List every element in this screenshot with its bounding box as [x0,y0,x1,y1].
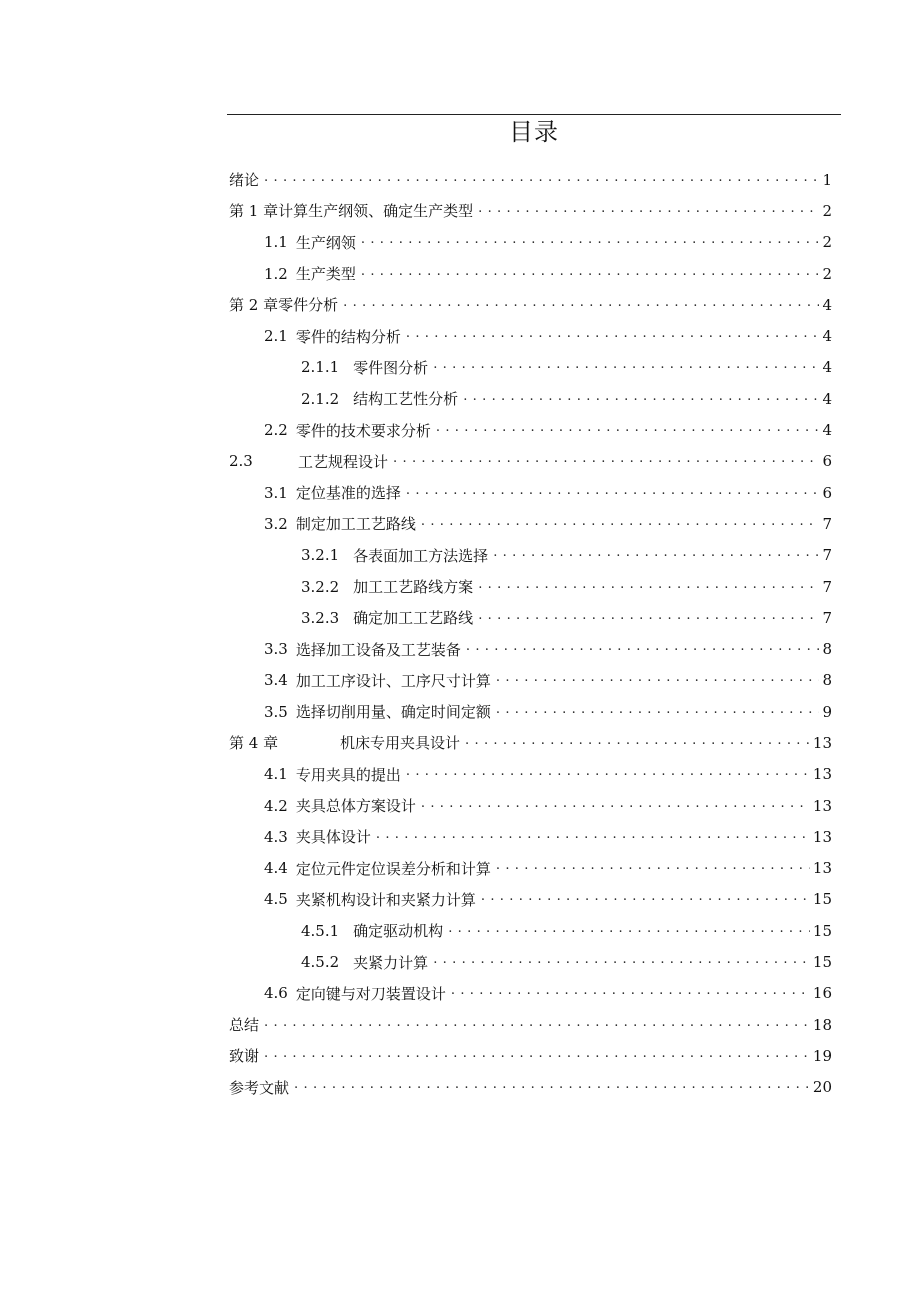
dot-leader [406,765,810,783]
toc-entry[interactable] [229,571,832,602]
toc-page-number: 8 [822,671,832,690]
dot-leader [361,233,820,251]
toc-page-number: 9 [822,702,832,721]
dot-leader [264,1016,810,1034]
toc-entry[interactable] [229,352,832,383]
toc-entry[interactable] [229,289,832,320]
toc-entry[interactable] [229,727,832,758]
toc-entry[interactable] [229,633,832,664]
toc-entry-text: 零件的结构分析 [295,327,401,346]
dot-leader [421,797,810,815]
toc-page-number: 2 [822,264,832,283]
toc-entry-number: 4.4 [264,859,288,878]
dot-leader [496,703,820,721]
toc-entry[interactable] [229,320,832,351]
toc-entry-number: 4.3 [264,827,288,846]
dot-leader [376,828,810,846]
toc-entry-text: 总结 [229,1016,260,1035]
toc-page-number: 15 [812,921,832,940]
toc-entry-text: 工艺规程设计 [298,452,389,471]
header-rule [227,114,841,115]
toc-page-number: 13 [812,859,832,878]
toc-page-number: 7 [822,577,832,596]
toc-page-number: 7 [822,514,832,533]
toc-page-number: 16 [812,984,832,1003]
toc-entry-text: 确定驱动机构 [353,922,444,941]
dot-leader [393,452,819,470]
dot-leader [294,1078,810,1096]
toc-entry-number: 4.6 [264,984,288,1003]
toc-entry[interactable] [229,1072,832,1103]
dot-leader [496,859,810,877]
toc-page-number: 1 [822,170,832,189]
toc-entry-number: 4.5.1 [301,921,340,940]
toc-entry-text: 确定加工工艺路线 [353,609,474,628]
dot-leader [465,734,810,752]
toc-entry[interactable] [229,1040,832,1071]
toc-page-number: 13 [812,827,832,846]
toc-entry-text: 零件的技术要求分析 [295,421,431,440]
toc-entry-number: 4.2 [264,796,288,815]
toc-entry[interactable] [229,915,832,946]
toc-page-number: 4 [822,327,832,346]
toc-entry[interactable] [229,383,832,414]
dot-leader [481,890,810,908]
dot-leader [448,922,810,940]
toc-entry[interactable] [229,884,832,915]
toc-entry-number: 3.2 [264,514,288,533]
dot-leader [406,484,820,502]
toc-entry[interactable] [229,540,832,571]
toc-entry-number: 1.2 [264,264,288,283]
dot-leader [264,1047,810,1065]
toc-entry-number: 2.3 [229,452,253,471]
toc-entry-text: 选择切削用量、确定时间定额 [295,703,491,722]
toc-entry-number: 3.5 [264,702,288,721]
toc-page-number: 20 [812,1078,832,1097]
toc-entry-text: 机床专用夹具设计 [340,734,461,753]
toc-entry-text: 结构工艺性分析 [353,390,459,409]
toc-entry-text: 夹具体设计 [295,828,371,847]
toc-entry-text: 夹紧力计算 [353,953,429,972]
toc-entry-text: 定位元件定位误差分析和计算 [295,859,491,878]
toc-entry-number: 4.1 [264,765,288,784]
dot-leader [433,953,810,971]
toc-entry-text: 致谢 [229,1047,260,1066]
toc-entry-text: 专用夹具的提出 [295,765,401,784]
toc-entry-text: 选择加工设备及工艺装备 [295,640,461,659]
toc-page-number: 6 [822,483,832,502]
toc-entry-number: 3.2.3 [301,608,340,627]
dot-leader [361,265,820,283]
toc-page-number: 19 [812,1046,832,1065]
toc-entry[interactable] [229,414,832,445]
dot-leader [466,640,820,658]
toc-entry-number: 3.1 [264,483,288,502]
toc-page-number: 15 [812,890,832,909]
dot-leader [406,327,820,345]
toc-entry-number: 2.1 [264,327,288,346]
toc-page-number: 7 [822,546,832,565]
toc-entry-text: 参考文献 [229,1078,290,1097]
dot-leader [478,202,819,220]
toc-entry-number: 4.5 [264,890,288,909]
toc-entry-text: 零件分析 [278,296,339,315]
toc-entry[interactable] [229,759,832,790]
toc-entry-text: 定向键与对刀装置设计 [295,984,446,1003]
toc-page-number: 4 [822,295,832,314]
toc-entry[interactable] [229,1009,832,1040]
toc-entry-number: 1.1 [264,233,288,252]
dot-leader [343,296,819,314]
toc-title: 目录 [509,118,559,146]
dot-leader [433,358,819,376]
dot-leader [436,421,820,439]
dot-leader [478,578,819,596]
toc-entry-number: 第 1 章 [229,202,279,221]
dot-leader [463,390,819,408]
toc-entry-text: 加工工序设计、工序尺寸计算 [295,671,491,690]
toc-entry-text: 加工工艺路线方案 [353,578,474,596]
toc-page-number: 13 [812,733,832,752]
toc-page-number: 15 [812,953,832,972]
toc-entry-number: 2.1.2 [301,389,340,408]
toc-entry-number: 3.2.2 [301,577,340,596]
toc-entry-number: 3.3 [264,640,288,659]
toc-entry[interactable] [229,790,832,821]
dot-leader [478,609,819,627]
dot-leader [496,671,820,689]
toc-entry[interactable] [229,227,832,258]
toc-entry-number: 2.1.1 [301,358,340,377]
toc-entry[interactable] [229,195,832,226]
toc-entry[interactable] [229,946,832,977]
toc-entry[interactable] [229,602,832,633]
toc-entry-number: 2.2 [264,421,288,440]
toc-entry-number: 3.4 [264,671,288,690]
toc-page-number: 2 [822,233,832,252]
toc-entry-text: 生产类型 [295,265,356,284]
toc-entry-number: 第 4 章 [229,734,279,753]
toc-entry[interactable] [229,665,832,696]
toc-entry-number: 4.5.2 [301,953,340,972]
toc-entry-text: 计算生产纲领、确定生产类型 [278,202,474,221]
toc-entry-text: 夹具总体方案设计 [295,797,416,816]
toc-entry[interactable] [229,477,832,508]
toc-entry[interactable] [229,853,832,884]
toc-entry[interactable] [229,508,832,539]
dot-leader [264,171,819,189]
toc-page-number: 4 [822,421,832,440]
dot-leader [421,515,820,533]
toc-entry-text: 制定加工工艺路线 [295,515,416,534]
toc-entry[interactable] [229,821,832,852]
toc-page-number: 4 [822,389,832,408]
toc-page-number: 13 [812,796,832,815]
toc-entry-text: 生产纲领 [295,233,356,252]
toc-page-number: 8 [822,640,832,659]
dot-leader [493,546,819,564]
toc-page-number: 4 [822,358,832,377]
toc-entry-number: 3.2.1 [301,546,340,565]
toc-entry[interactable] [229,978,832,1009]
dot-leader [451,984,810,1002]
toc-entry-number: 第 2 章 [229,296,279,315]
toc-entry[interactable] [229,446,832,477]
toc-page-number: 2 [822,201,832,220]
toc-entry-text: 各表面加工方法选择 [353,546,489,565]
toc-list [229,164,832,1103]
toc-entry-text: 绪论 [229,171,260,190]
toc-page-number: 6 [822,452,832,471]
toc-entry[interactable] [229,258,832,289]
toc-entry-text: 夹紧机构设计和夹紧力计算 [295,890,476,909]
toc-entry[interactable] [229,164,832,195]
toc-page-number: 13 [812,765,832,784]
toc-entry-text: 零件图分析 [353,358,429,377]
toc-page-number: 18 [812,1015,832,1034]
toc-entry-text: 定位基准的选择 [295,484,401,503]
toc-entry[interactable] [229,696,832,727]
toc-page-number: 7 [822,608,832,627]
